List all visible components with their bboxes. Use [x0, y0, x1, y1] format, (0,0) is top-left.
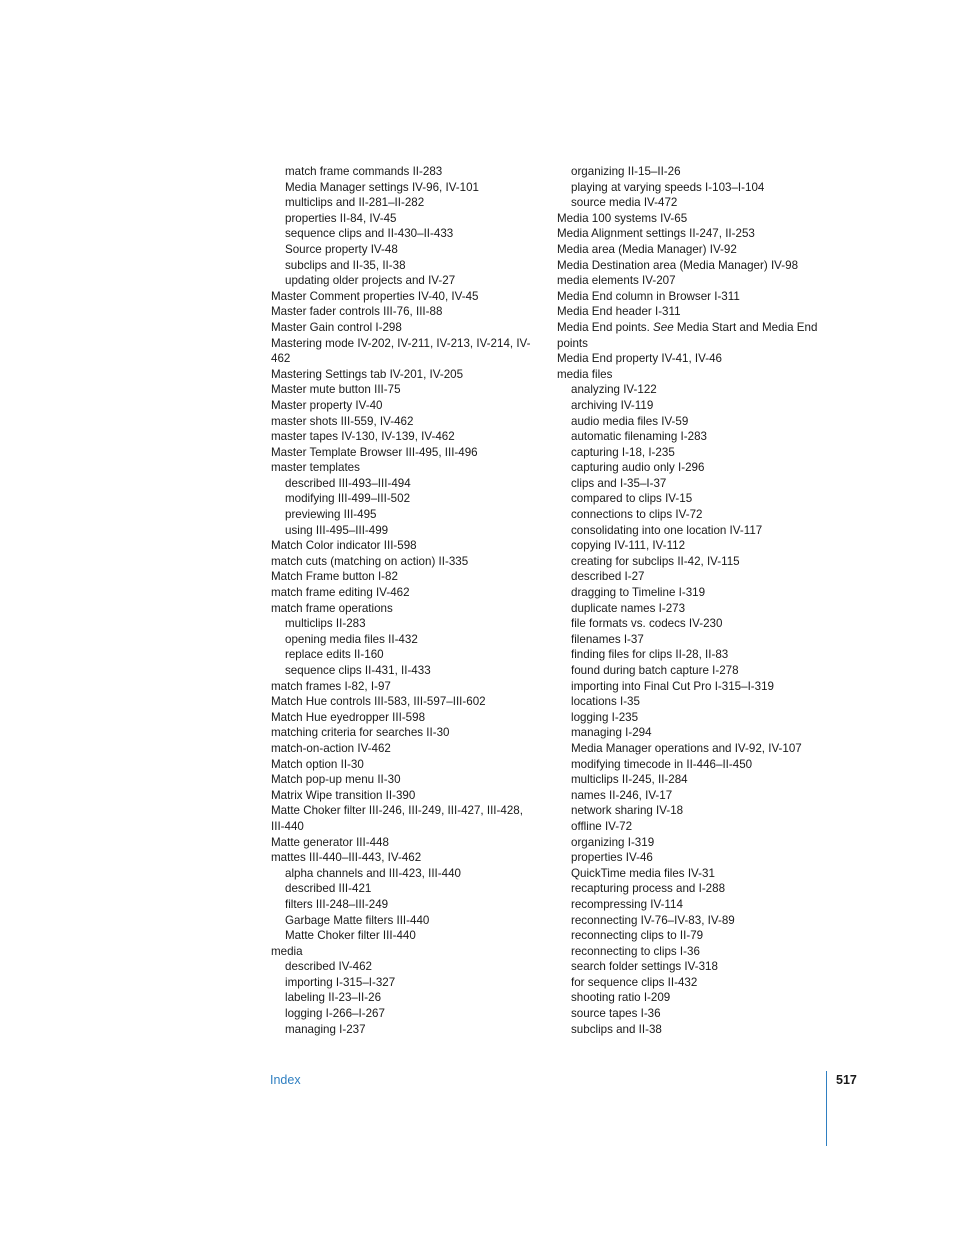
index-entry: Match Frame button I-82 [271, 570, 398, 584]
index-subentry: sequence clips II-431, II-433 [285, 664, 431, 677]
index-subentry: Matte Choker filter III-440 [285, 929, 416, 943]
index-entry: media [271, 944, 303, 958]
index-subentry: reconnecting clips to II-79 [571, 929, 704, 943]
index-subentry: properties II-84, IV-45 [285, 211, 397, 225]
index-subentry: source media IV-472 [571, 196, 678, 210]
index-entry: Media Alignment settings II-247, II-253 [557, 227, 755, 241]
index-subentry: finding files for clips II-28, II-83 [571, 648, 729, 662]
index-entry: media elements IV-207 [557, 274, 676, 288]
index-subentry: described III-421 [285, 882, 372, 896]
index-subentry: logging I-235 [571, 710, 639, 724]
index-subentry: file formats vs. codecs IV-230 [571, 617, 723, 631]
index-entry: Media End points. See Media Start and Media End points [557, 320, 818, 350]
index-subentry: Media Manager settings IV-96, IV-101 [285, 180, 479, 194]
index-entry: Match Hue eyedropper III-598 [271, 710, 426, 724]
index-entry: Master property IV-40 [271, 398, 383, 412]
index-subentry: match frame commands II-283 [285, 165, 443, 178]
index-subentry: subclips and II-38 [571, 1022, 662, 1036]
index-subentry: shooting ratio I-209 [571, 991, 671, 1005]
index-subentry: analyzing IV-122 [571, 383, 657, 397]
index-subentry: recompressing IV-114 [571, 897, 683, 911]
index-subentry: connections to clips IV-72 [571, 508, 703, 522]
index-subentry: importing I-315–I-327 [285, 975, 396, 989]
index-subentry: found during batch capture I-278 [571, 664, 739, 677]
index-subentry: importing into Final Cut Pro I-315–I-319 [571, 679, 774, 693]
index-subentry: capturing I-18, I-235 [571, 445, 675, 459]
index-subentry: creating for subclips II-42, IV-115 [571, 554, 740, 568]
index-subentry: alpha channels and III-423, III-440 [285, 866, 461, 880]
index-subentry: sequence clips and II-430–II-433 [285, 227, 454, 241]
index-subentry: capturing audio only I-296 [571, 461, 705, 475]
index-subentry: search folder settings IV-318 [571, 960, 718, 974]
index-entry: Matrix Wipe transition II-390 [271, 788, 416, 802]
index-entry: media files [557, 367, 613, 381]
index-entry: Master Comment properties IV-40, IV-45 [271, 289, 479, 303]
index-subentry: multiclips II-283 [285, 617, 366, 631]
index-subentry: logging I-266–I-267 [285, 1007, 385, 1021]
index-subentry: offline IV-72 [571, 819, 633, 833]
index-entry: mattes III-440–III-443, IV-462 [271, 851, 422, 865]
index-subentry: using III-495–III-499 [285, 523, 389, 537]
index-subentry: managing I-237 [285, 1022, 366, 1036]
index-subentry: subclips and II-35, II-38 [285, 258, 406, 272]
index-subentry: Media Manager operations and IV-92, IV-107 [571, 741, 802, 755]
index-subentry: properties IV-46 [571, 851, 653, 865]
index-entry: Master mute button III-75 [271, 383, 401, 397]
index-entry: Media area (Media Manager) IV-92 [557, 242, 737, 256]
index-subentry: previewing III-495 [285, 508, 377, 522]
index-entry: Master Template Browser III-495, III-496 [271, 445, 478, 459]
footer-divider [826, 1071, 827, 1146]
index-subentry: playing at varying speeds I-103–I-104 [571, 180, 765, 194]
index-entry: Media Destination area (Media Manager) IV-98 [557, 258, 799, 272]
index-entry: master tapes IV-130, IV-139, IV-462 [271, 430, 455, 444]
index-entry: Media End property IV-41, IV-46 [557, 352, 722, 366]
index-entry: Mastering mode IV-202, IV-211, IV-213, IV-214, IV-462 [271, 336, 531, 366]
index-column-right [557, 164, 819, 1037]
index-subentry: filenames I-37 [571, 632, 644, 646]
index-subentry: multiclips and II-281–II-282 [285, 196, 425, 210]
index-entry: Media 100 systems IV-65 [557, 211, 688, 225]
index-subentry: organizing I-319 [571, 835, 655, 849]
index-subentry: recapturing process and I-288 [571, 882, 726, 896]
index-entry: match-on-action IV-462 [271, 741, 391, 755]
page-number: 517 [836, 1073, 857, 1087]
index-entry: Matte Choker filter III-246, III-249, III-427, III-428, III-440 [271, 804, 523, 833]
index-subentry: updating older projects and IV-27 [285, 274, 456, 288]
index-entry: match frames I-82, I-97 [271, 679, 391, 693]
footer-section-label: Index [270, 1073, 301, 1087]
index-entry: Media End header I-311 [557, 305, 681, 319]
index-subentry: for sequence clips II-432 [571, 975, 698, 989]
index-entry: Master Gain control I-298 [271, 320, 402, 334]
index-subentry: source tapes I-36 [571, 1007, 661, 1021]
index-subentry: locations I-35 [571, 695, 640, 709]
index-entry: Matte generator III-448 [271, 835, 389, 849]
index-subentry: QuickTime media files IV-31 [571, 866, 715, 880]
index-entry: match frame editing IV-462 [271, 586, 410, 600]
index-entry: master shots III-559, IV-462 [271, 414, 414, 428]
index-subentry: archiving IV-119 [571, 398, 654, 412]
index-subentry: multiclips II-245, II-284 [571, 773, 688, 787]
index-subentry: modifying timecode in II-446–II-450 [571, 757, 753, 771]
index-subentry: reconnecting to clips I-36 [571, 944, 700, 958]
index-subentry: clips and I-35–I-37 [571, 476, 667, 490]
index-subentry: labeling II-23–II-26 [285, 991, 382, 1005]
index-subentry: names II-246, IV-17 [571, 788, 673, 802]
index-subentry: dragging to Timeline I-319 [571, 586, 706, 600]
index-subentry: audio media files IV-59 [571, 414, 689, 428]
index-subentry: automatic filenaming I-283 [571, 430, 707, 444]
index-subentry: network sharing IV-18 [571, 804, 684, 818]
index-subentry: described I-27 [571, 570, 645, 584]
index-subentry: filters III-248–III-249 [285, 897, 389, 911]
index-subentry: reconnecting IV-76–IV-83, IV-89 [571, 913, 735, 927]
index-subentry: copying IV-111, IV-112 [571, 539, 686, 553]
index-entry: Match Color indicator III-598 [271, 539, 417, 553]
index-entry: Media End column in Browser I-311 [557, 289, 740, 303]
index-entry: Match Hue controls III-583, III-597–III-602 [271, 695, 486, 709]
index-subentry: managing I-294 [571, 726, 652, 740]
index-entry: Match option II-30 [271, 757, 364, 771]
index-entry: Master fader controls III-76, III-88 [271, 305, 443, 319]
index-subentry: consolidating into one location IV-117 [571, 523, 763, 537]
index-subentry: Source property IV-48 [285, 242, 398, 256]
index-subentry: replace edits II-160 [285, 648, 384, 662]
index-entry: match cuts (matching on action) II-335 [271, 554, 469, 568]
index-entry: matching criteria for searches II-30 [271, 726, 450, 740]
index-subentry: opening media files II-432 [285, 632, 418, 646]
index-subentry: modifying III-499–III-502 [285, 492, 411, 506]
index-subentry: described III-493–III-494 [285, 476, 411, 490]
index-subentry: compared to clips IV-15 [571, 492, 693, 506]
index-entry: Mastering Settings tab IV-201, IV-205 [271, 367, 464, 381]
index-subentry: organizing II-15–II-26 [571, 165, 681, 178]
index-subentry: described IV-462 [285, 960, 373, 974]
index-subentry: duplicate names I-273 [571, 601, 686, 615]
index-column-left [271, 164, 533, 1037]
index-subentry: Garbage Matte filters III-440 [285, 913, 430, 927]
index-entry: match frame operations [271, 601, 393, 615]
see-reference: See [653, 320, 674, 334]
index-entry: master templates [271, 461, 360, 475]
index-entry: Match pop-up menu II-30 [271, 773, 401, 787]
